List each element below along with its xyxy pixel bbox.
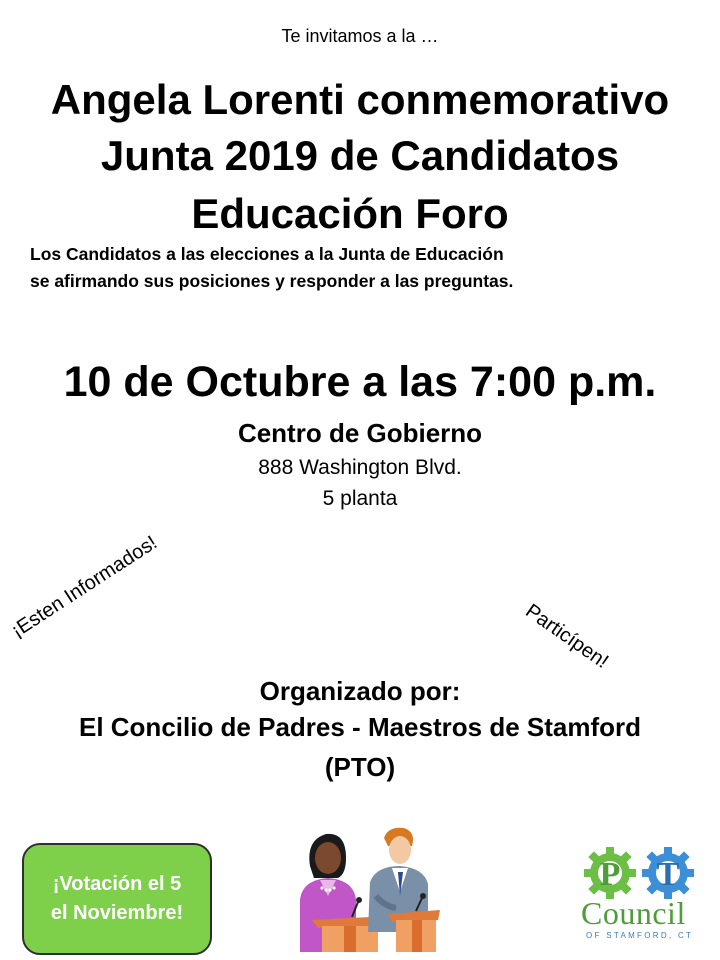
logo-subtitle: OF STAMFORD, CT — [586, 931, 694, 940]
vote-line-1: ¡Votación el 5 — [52, 873, 182, 895]
description-line-2: se afirmando sus posiciones y responder a las preguntas. — [30, 271, 514, 291]
logo-letter-p: P — [599, 856, 621, 893]
organizer-name: El Concilio de Padres - Maestros de Stamford — [78, 712, 642, 742]
event-floor: 5 planta — [322, 487, 398, 510]
description-line-1: Los Candidatos a las elecciones a la Junta de Educación — [30, 244, 504, 264]
event-address: 888 Washington Blvd. — [258, 456, 462, 479]
vote-reminder-box — [22, 843, 212, 955]
pt-council-logo — [580, 845, 700, 901]
logo-wordmark: Council — [581, 895, 686, 931]
event-date: 10 de Octubre a las 7:00 p.m. — [63, 358, 657, 406]
event-venue: Centro de Gobierno — [237, 418, 483, 448]
speakers-at-podium-illustration — [292, 822, 442, 952]
organizer-label: Organizado por: — [259, 676, 461, 706]
title-line-3: Educación Foro — [191, 190, 509, 237]
slogan-left: ¡Esten Informados! — [7, 531, 162, 643]
title-line-1: Angela Lorenti conmemorativo — [50, 76, 670, 123]
slogan-right: Particípen! — [521, 600, 613, 673]
organizer-abbreviation: (PTO) — [324, 752, 396, 782]
intro-text: Te invitamos a la … — [281, 26, 439, 46]
vote-line-2: el Noviembre! — [50, 902, 184, 924]
logo-letter-t: T — [656, 856, 680, 893]
title-line-2: Junta 2019 de Candidatos — [100, 132, 620, 179]
